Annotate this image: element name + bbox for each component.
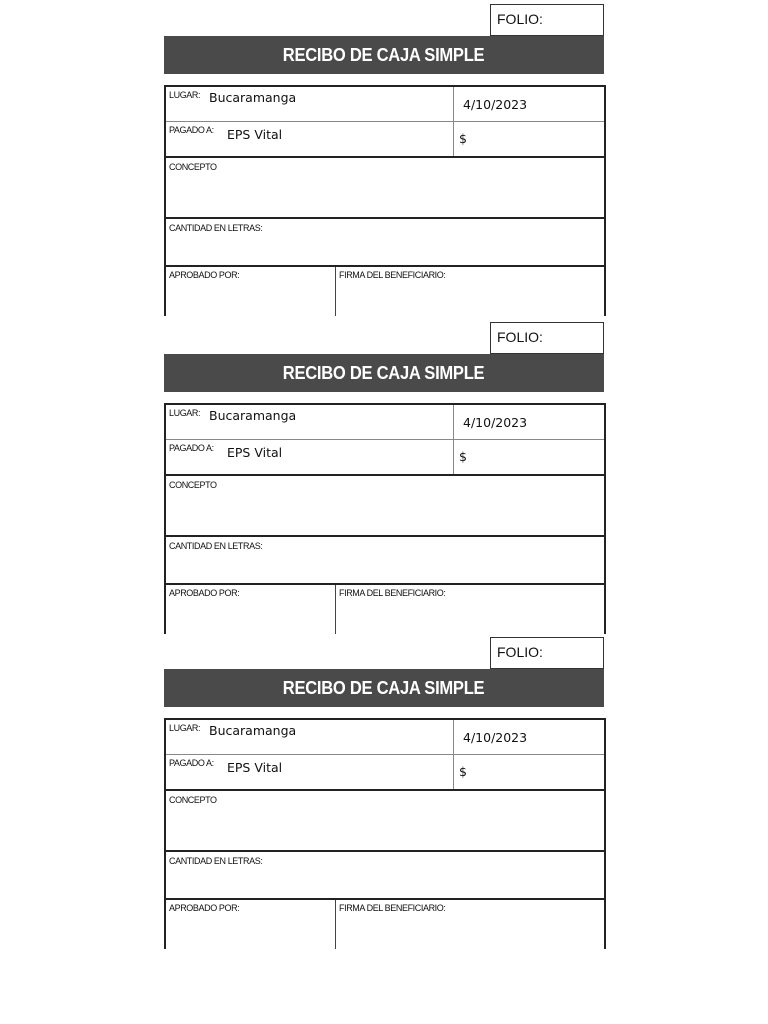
- pagado-label: PAGADO A:: [169, 443, 214, 453]
- pagado-label: PAGADO A:: [169, 125, 214, 135]
- pagado-value: EPS Vital: [227, 760, 283, 775]
- fecha-value: 4/10/2023: [463, 415, 528, 430]
- receipt-title: RECIBO DE CAJA SIMPLE: [283, 677, 485, 698]
- row-pagado: [166, 755, 604, 791]
- folio-box: [490, 637, 604, 669]
- receipt-title-bar: [164, 669, 604, 707]
- row-cantidad: [166, 852, 604, 900]
- date-divider: [453, 87, 454, 156]
- fecha-value: 4/10/2023: [463, 97, 528, 112]
- row-pagado: [166, 440, 604, 476]
- receipt-title-bar: [164, 354, 604, 392]
- row-lugar: [166, 87, 604, 122]
- cantidad-label: CANTIDAD EN LETRAS:: [169, 541, 263, 551]
- pagado-label: PAGADO A:: [169, 758, 214, 768]
- aprobado-label: APROBADO POR:: [169, 588, 240, 598]
- folio-label: FOLIO:: [497, 644, 543, 660]
- aprobado-label: APROBADO POR:: [169, 270, 240, 280]
- pagado-value: EPS Vital: [227, 445, 283, 460]
- row-firmas: [166, 585, 604, 634]
- row-lugar: [166, 720, 604, 755]
- monto-value: $: [459, 449, 467, 464]
- monto-value: $: [459, 764, 467, 779]
- folio-box: [490, 322, 604, 354]
- date-divider: [453, 720, 454, 789]
- lugar-label: LUGAR:: [169, 90, 201, 100]
- receipt-title: RECIBO DE CAJA SIMPLE: [283, 44, 485, 65]
- firma-label: FIRMA DEL BENEFICIARIO:: [339, 270, 446, 280]
- receipt-form: [164, 718, 606, 949]
- cantidad-label: CANTIDAD EN LETRAS:: [169, 856, 263, 866]
- lugar-value: Bucaramanga: [209, 408, 297, 423]
- aprobado-label: APROBADO POR:: [169, 903, 240, 913]
- row-concepto: [166, 791, 604, 852]
- concepto-label: CONCEPTO: [169, 162, 217, 172]
- firma-label: FIRMA DEL BENEFICIARIO:: [339, 588, 446, 598]
- monto-value: $: [459, 131, 467, 146]
- lugar-label: LUGAR:: [169, 723, 201, 733]
- pagado-value: EPS Vital: [227, 127, 283, 142]
- concepto-label: CONCEPTO: [169, 480, 217, 490]
- firma-divider: [335, 900, 336, 949]
- cantidad-label: CANTIDAD EN LETRAS:: [169, 223, 263, 233]
- fecha-value: 4/10/2023: [463, 730, 528, 745]
- row-pagado: [166, 122, 604, 158]
- receipt-form: [164, 85, 606, 316]
- lugar-value: Bucaramanga: [209, 90, 297, 105]
- lugar-value: Bucaramanga: [209, 723, 297, 738]
- firma-label: FIRMA DEL BENEFICIARIO:: [339, 903, 446, 913]
- receipt-title: RECIBO DE CAJA SIMPLE: [283, 362, 485, 383]
- receipt-title-bar: [164, 36, 604, 74]
- row-cantidad: [166, 537, 604, 585]
- row-concepto: [166, 158, 604, 219]
- row-concepto: [166, 476, 604, 537]
- row-cantidad: [166, 219, 604, 267]
- date-divider: [453, 405, 454, 474]
- row-firmas: [166, 267, 604, 316]
- row-lugar: [166, 405, 604, 440]
- receipt-form: [164, 403, 606, 634]
- concepto-label: CONCEPTO: [169, 795, 217, 805]
- firma-divider: [335, 267, 336, 316]
- folio-label: FOLIO:: [497, 11, 543, 27]
- row-firmas: [166, 900, 604, 949]
- folio-label: FOLIO:: [497, 329, 543, 345]
- firma-divider: [335, 585, 336, 634]
- lugar-label: LUGAR:: [169, 408, 201, 418]
- folio-box: [490, 4, 604, 36]
